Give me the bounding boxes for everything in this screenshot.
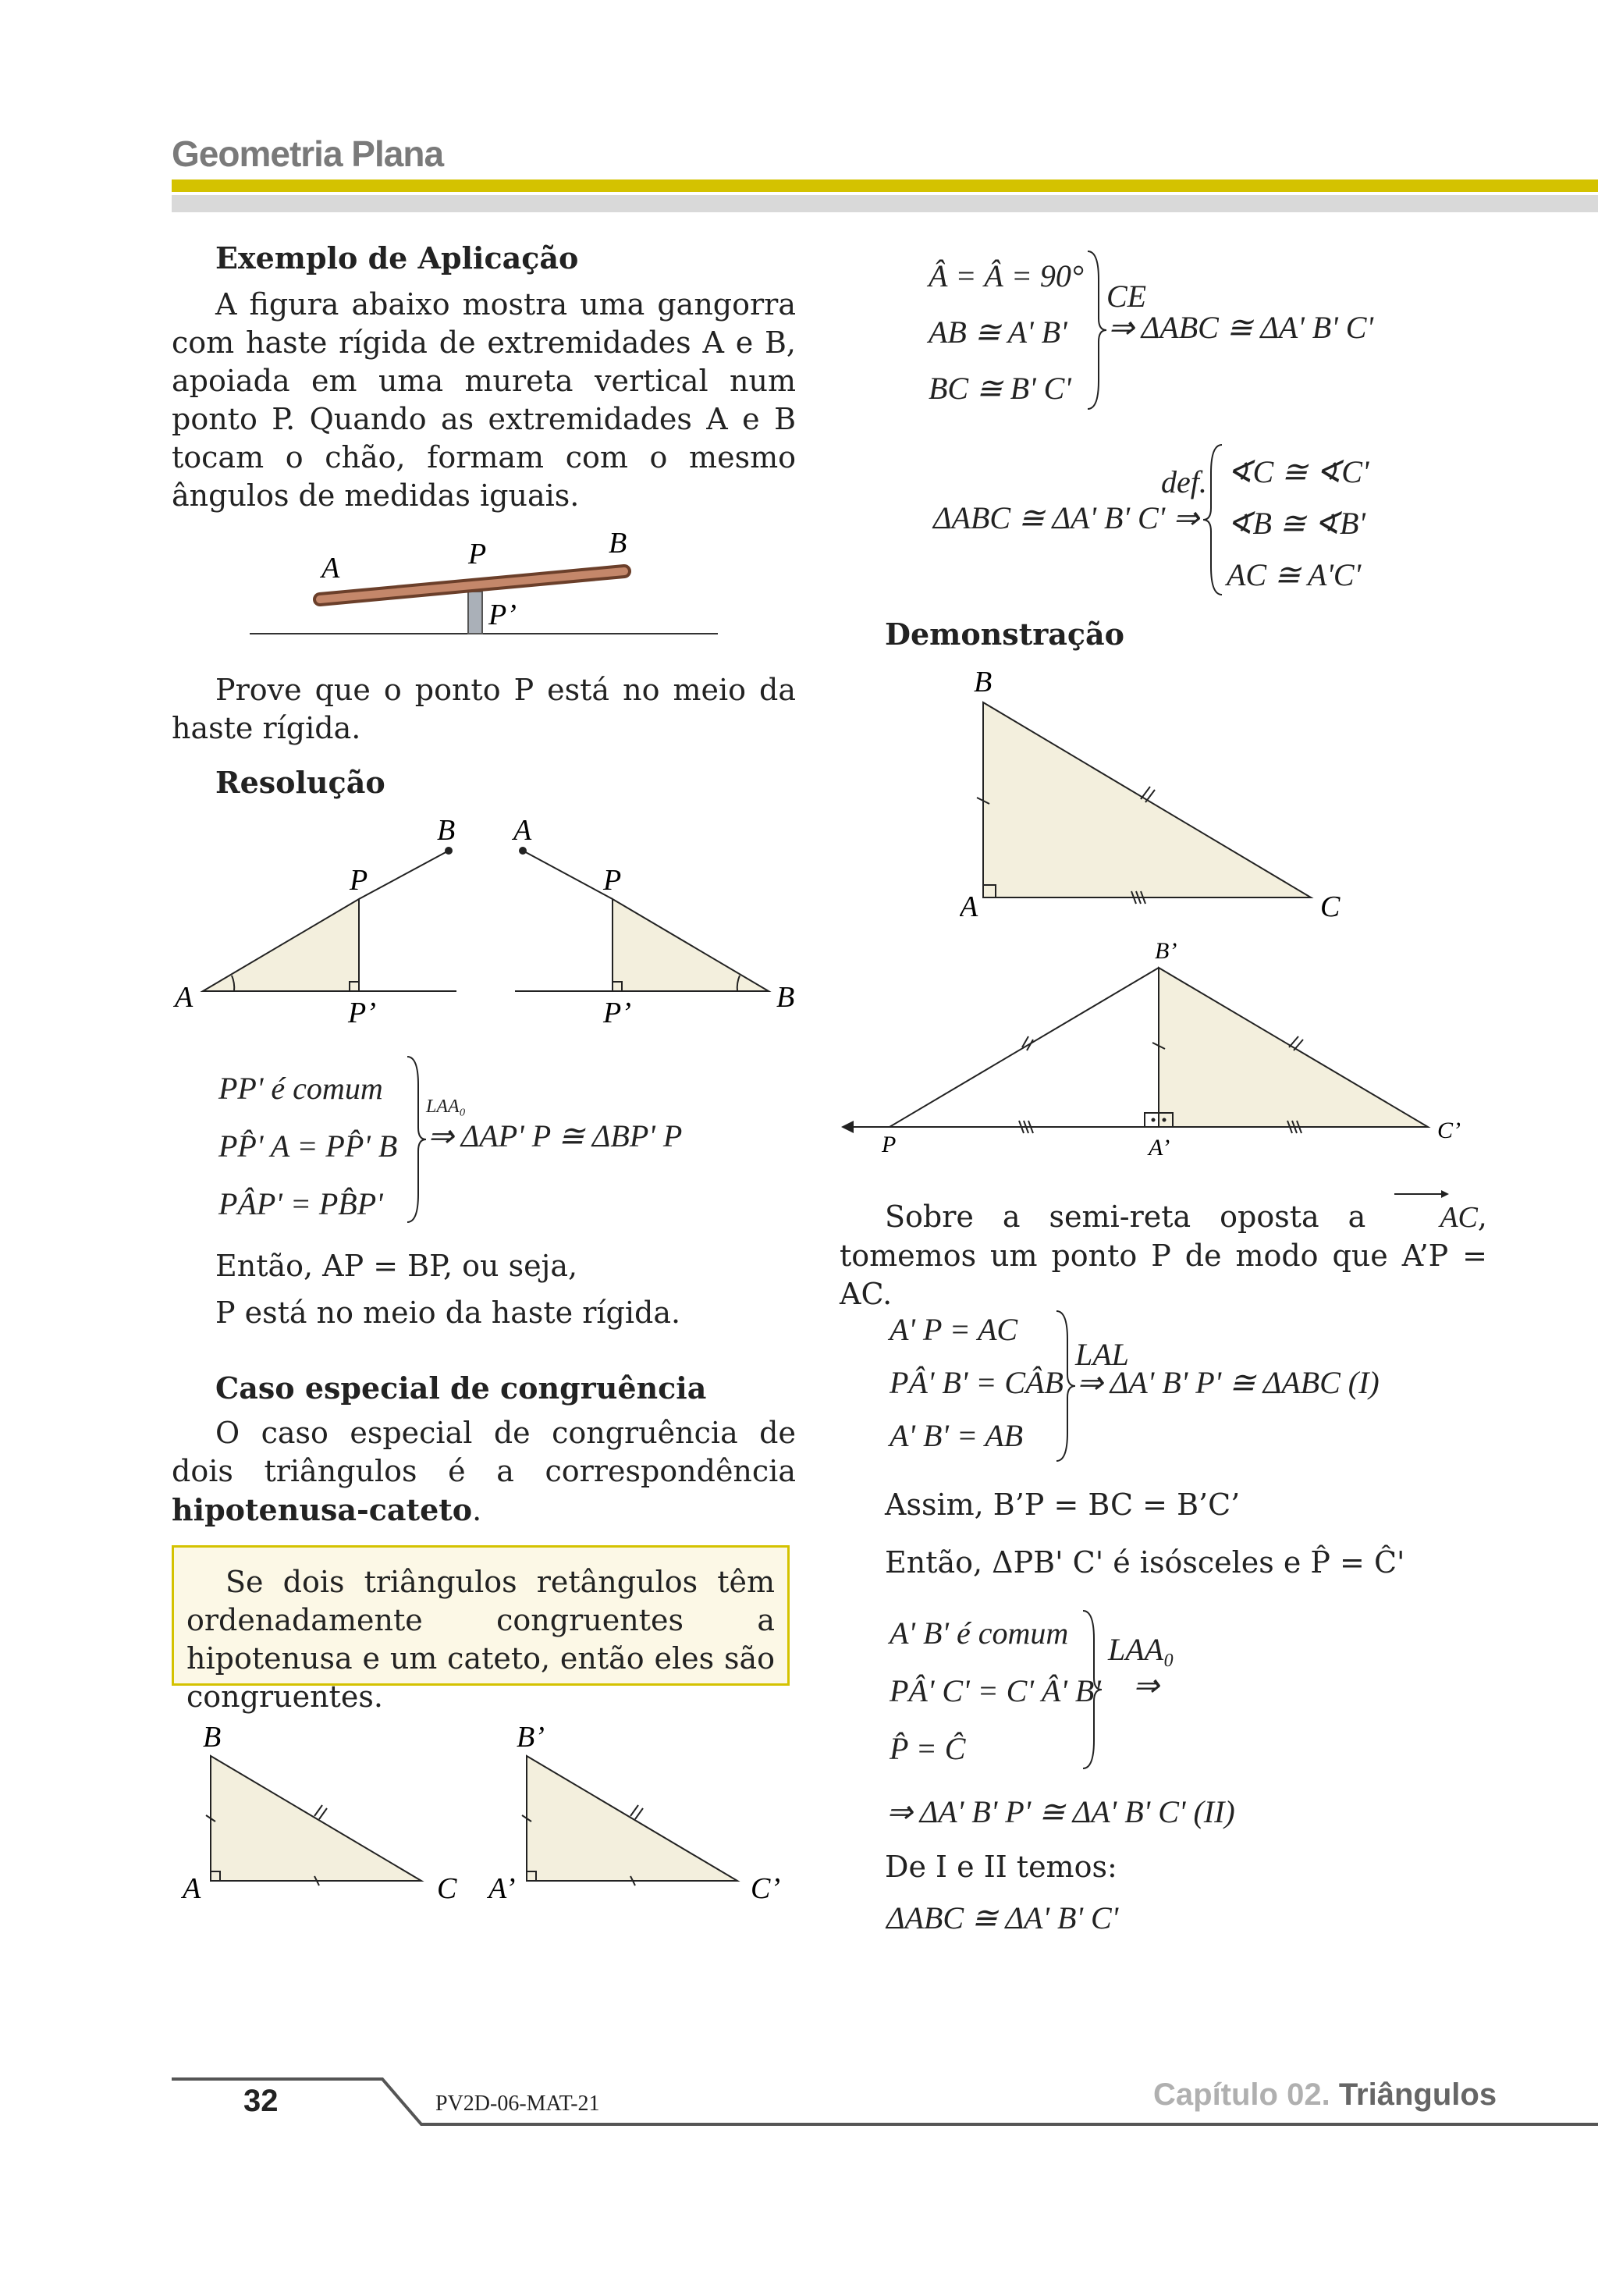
ce-criterion: CE bbox=[1106, 279, 1147, 314]
resolution-figures bbox=[172, 812, 811, 1030]
laa-line2: PÂ' C' = C' Â' B' bbox=[890, 1673, 1101, 1708]
demo2-label-bp: B’ bbox=[1155, 938, 1177, 964]
ce-line3: BC ≅ B' C' bbox=[929, 371, 1071, 406]
demo2-label-p: P bbox=[882, 1132, 897, 1157]
laa-system-lines bbox=[890, 1605, 1101, 1778]
seesaw-label-pp: P’ bbox=[488, 599, 517, 631]
final-result: ΔABC ≅ ΔA' B' C' bbox=[886, 1900, 1119, 1935]
def-line3: AC ≅ A'C' bbox=[1227, 557, 1362, 592]
example-text: A figura abaixo mostra uma gangorra com haste rígida de extremidades A e B, apoiada em uma mureta vertical num ponto P. Quando as extremidades A e B tocam o chão, formam com o mesmo ângulos de medidas iguais. bbox=[172, 287, 796, 513]
res-label-p1: P bbox=[350, 864, 368, 897]
def-label: def. bbox=[1161, 464, 1207, 499]
semi-ray-text: Sobre a semi-reta oposta a AC, tomemos um ponto P de modo que A’P = AC. bbox=[840, 1188, 1487, 1313]
footer-code: PV2D-06-MAT-21 bbox=[435, 2092, 600, 2116]
demo1-label-b: B bbox=[974, 666, 993, 698]
demo2-label-cp: C’ bbox=[1437, 1118, 1461, 1143]
header-yellow-bar bbox=[172, 179, 1598, 192]
demo-heading: Demonstração bbox=[885, 617, 1125, 652]
ce-line1: Â = Â = 90° bbox=[929, 258, 1084, 293]
laa-line1: A' B' é comum bbox=[890, 1615, 1069, 1651]
ce-line2: AB ≅ A' B' bbox=[929, 315, 1067, 350]
res-label-p2: P bbox=[603, 864, 622, 897]
res-criterion: LAA₀ bbox=[426, 1096, 467, 1117]
theorem-box bbox=[172, 1545, 790, 1714]
def-brace bbox=[1202, 442, 1225, 598]
res-label-a2: A bbox=[513, 814, 532, 847]
lal-system-lines bbox=[890, 1303, 1064, 1463]
lal-result: ⇒ ΔA' B' P' ≅ ΔABC (I) bbox=[1077, 1365, 1380, 1400]
def-lines bbox=[1227, 446, 1369, 601]
ce-result: ⇒ ΔABC ≅ ΔA' B' C' bbox=[1108, 310, 1374, 345]
lal-line2: PÂ' B' = CÂB bbox=[890, 1365, 1064, 1400]
seesaw-label-p: P bbox=[468, 538, 487, 570]
hc-label-c: C bbox=[437, 1872, 457, 1905]
demo2-label-ap: A’ bbox=[1149, 1135, 1170, 1160]
laa-criterion: LAA₀ bbox=[1108, 1632, 1175, 1667]
lal-line1: A' P = AC bbox=[890, 1312, 1018, 1347]
laa-brace bbox=[1080, 1608, 1103, 1772]
conclusion-1: Então, AP = BP, ou seja, bbox=[215, 1249, 578, 1283]
def-line2: ∢B ≅ ∢B' bbox=[1227, 506, 1365, 541]
section-title: Geometria Plana bbox=[172, 133, 444, 174]
entao-text: Então, ΔPB' C' é isósceles e P̂ = Ĉ' bbox=[885, 1545, 1405, 1580]
laa-line3: P̂ = Ĉ bbox=[890, 1731, 966, 1766]
res-label-pp1: P’ bbox=[348, 997, 376, 1029]
def-lhs: ΔABC ≅ ΔA' B' C' ⇒ bbox=[933, 500, 1199, 535]
res-brace bbox=[404, 1054, 428, 1225]
demo-figure-2 bbox=[835, 937, 1483, 1171]
res-label-a1: A bbox=[175, 981, 194, 1014]
res-line3: PÂP' = PB̂P' bbox=[218, 1186, 383, 1221]
example-heading: Exemplo de Aplicação bbox=[215, 240, 579, 275]
hc-label-b2: B’ bbox=[517, 1721, 545, 1754]
res-label-b2: B bbox=[776, 981, 795, 1014]
hc-figures bbox=[172, 1717, 811, 1920]
res-result: ⇒ ΔAP' P ≅ ΔBP' P bbox=[428, 1118, 683, 1153]
hc-label-b: B bbox=[203, 1721, 222, 1754]
res-label-pp2: P’ bbox=[603, 997, 631, 1029]
result-ii: ⇒ ΔA' B' P' ≅ ΔA' B' C' (II) bbox=[886, 1794, 1235, 1829]
footer-chapter: Capítulo 02. Triângulos bbox=[1153, 2077, 1497, 2112]
header-gray-bar bbox=[172, 195, 1598, 212]
res-system-lines bbox=[218, 1060, 397, 1233]
assim-text: Assim, B’P = BC = B’C’ bbox=[885, 1487, 1241, 1522]
page-number: 32 bbox=[243, 2084, 279, 2118]
res-line2: PP̂' A = PP̂' B bbox=[218, 1128, 398, 1164]
hc-label-a2: A’ bbox=[488, 1872, 516, 1905]
seesaw-figure bbox=[242, 531, 726, 656]
lal-line3: A' B' = AB bbox=[890, 1418, 1024, 1453]
lal-brace bbox=[1053, 1308, 1077, 1464]
laa-arrow: ⇒ bbox=[1133, 1668, 1159, 1703]
ce-system-lines bbox=[929, 248, 1084, 417]
seesaw-label-a: A bbox=[321, 552, 340, 585]
seesaw-label-b: B bbox=[609, 531, 627, 560]
special-text: O caso especial de congruência de dois triângulos é a correspondência hipotenusa-cateto. bbox=[172, 1416, 796, 1527]
resolution-heading: Resolução bbox=[215, 765, 385, 800]
demo1-label-a: A bbox=[960, 890, 978, 923]
demo-figure-1 bbox=[960, 663, 1365, 929]
res-label-b1: B bbox=[437, 814, 456, 847]
def-line1: ∢C ≅ ∢C' bbox=[1227, 454, 1369, 489]
prove-text: Prove que o ponto P está no meio da haste rígida. bbox=[172, 673, 796, 745]
demo1-label-c: C bbox=[1320, 890, 1341, 923]
conclusion-2: P está no meio da haste rígida. bbox=[215, 1295, 681, 1330]
hc-label-c2: C’ bbox=[751, 1872, 780, 1905]
lal-criterion: LAL bbox=[1075, 1337, 1129, 1372]
res-line1: PP' é comum bbox=[218, 1071, 383, 1106]
special-heading: Caso especial de congruência bbox=[215, 1370, 707, 1406]
hc-label-a: A bbox=[183, 1872, 201, 1905]
dei-text: De I e II temos: bbox=[885, 1850, 1117, 1884]
box-text: Se dois triângulos retângulos têm ordenadamente congruentes a hipotenusa e um cateto, então eles são congruentes. bbox=[186, 1565, 775, 1714]
ce-brace bbox=[1085, 248, 1108, 412]
